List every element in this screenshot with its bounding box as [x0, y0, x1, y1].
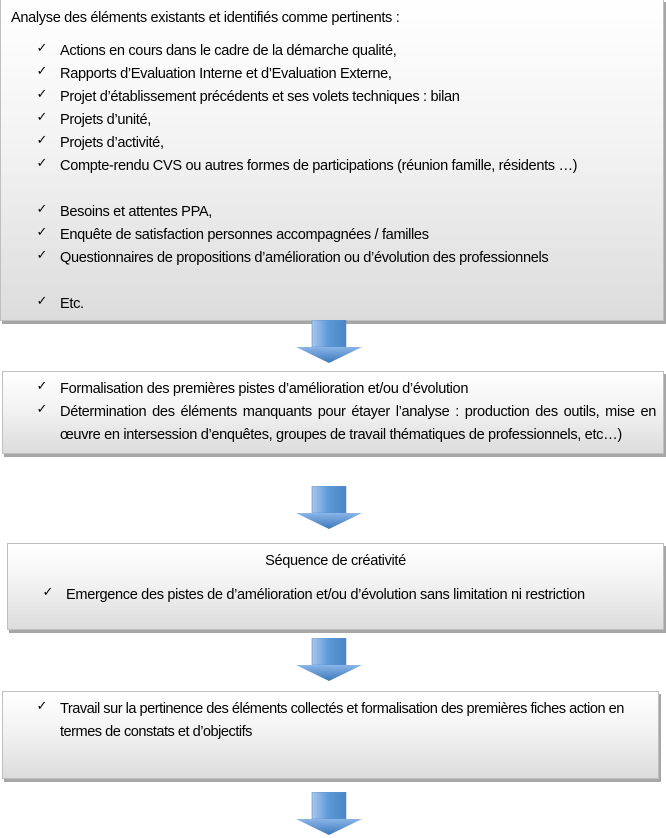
step-2-box: [2, 371, 664, 454]
check-icon: ✓: [36, 132, 48, 147]
check-icon: ✓: [36, 401, 48, 416]
down-arrow-icon: [294, 792, 364, 838]
step-3-item: Emergence des pistes de d’amélioration et/ou d’évolution sans limitation ni restriction: [66, 587, 585, 603]
step-1-item: Enquête de satisfaction personnes accompagnées / familles: [60, 227, 429, 243]
step-1-item: Projet d’établissement précédents et ses volets techniques : bilan: [60, 89, 460, 105]
step-1-heading: Analyse des éléments existants et identifiés comme pertinents :: [11, 10, 400, 26]
check-icon: ✓: [36, 86, 48, 101]
check-icon: ✓: [36, 293, 48, 308]
check-icon: ✓: [36, 40, 48, 55]
step-1-item: Rapports d’Evaluation Interne et d’Evaluation Externe,: [60, 66, 392, 82]
step-3-heading: Séquence de créativité: [265, 553, 406, 569]
step-1-item: Compte-rendu CVS ou autres formes de participations (réunion famille, résidents …): [60, 158, 578, 174]
check-icon: ✓: [36, 63, 48, 78]
step-3-box: [7, 543, 664, 630]
step-4-item: Travail sur la pertinence des éléments collectés et formalisation des premières fiches action en termes de constats et d’objectifs: [60, 701, 624, 740]
check-icon: ✓: [36, 698, 48, 713]
check-icon: ✓: [36, 378, 48, 393]
check-icon: ✓: [36, 109, 48, 124]
step-1-item: Questionnaires de propositions d’amélioration ou d’évolution des professionnels: [60, 250, 549, 266]
step-2-item: Formalisation des premières pistes d’amélioration et/ou d’évolution: [60, 381, 469, 397]
down-arrow-icon: [294, 638, 364, 684]
step-4-box: [2, 691, 659, 779]
step-1-item: Projets d’unité,: [60, 112, 151, 128]
check-icon: ✓: [42, 584, 54, 599]
step-1-item: Projets d’activité,: [60, 135, 164, 151]
check-icon: ✓: [36, 155, 48, 170]
step-1-item: Etc.: [60, 296, 84, 312]
check-icon: ✓: [36, 247, 48, 262]
down-arrow-icon: [294, 486, 364, 532]
step-2-item: Détermination des éléments manquants pour étayer l’analyse : production des outils, mise en œuvre en intersession d’enquêtes, groupes de travail thématiques de professionnels, etc…): [60, 404, 656, 443]
check-icon: ✓: [36, 201, 48, 216]
step-1-item: Actions en cours dans le cadre de la démarche qualité,: [60, 43, 397, 59]
down-arrow-icon: [294, 320, 364, 366]
step-1-box: [0, 0, 664, 321]
check-icon: ✓: [36, 224, 48, 239]
step-1-item: Besoins et attentes PPA,: [60, 204, 212, 220]
